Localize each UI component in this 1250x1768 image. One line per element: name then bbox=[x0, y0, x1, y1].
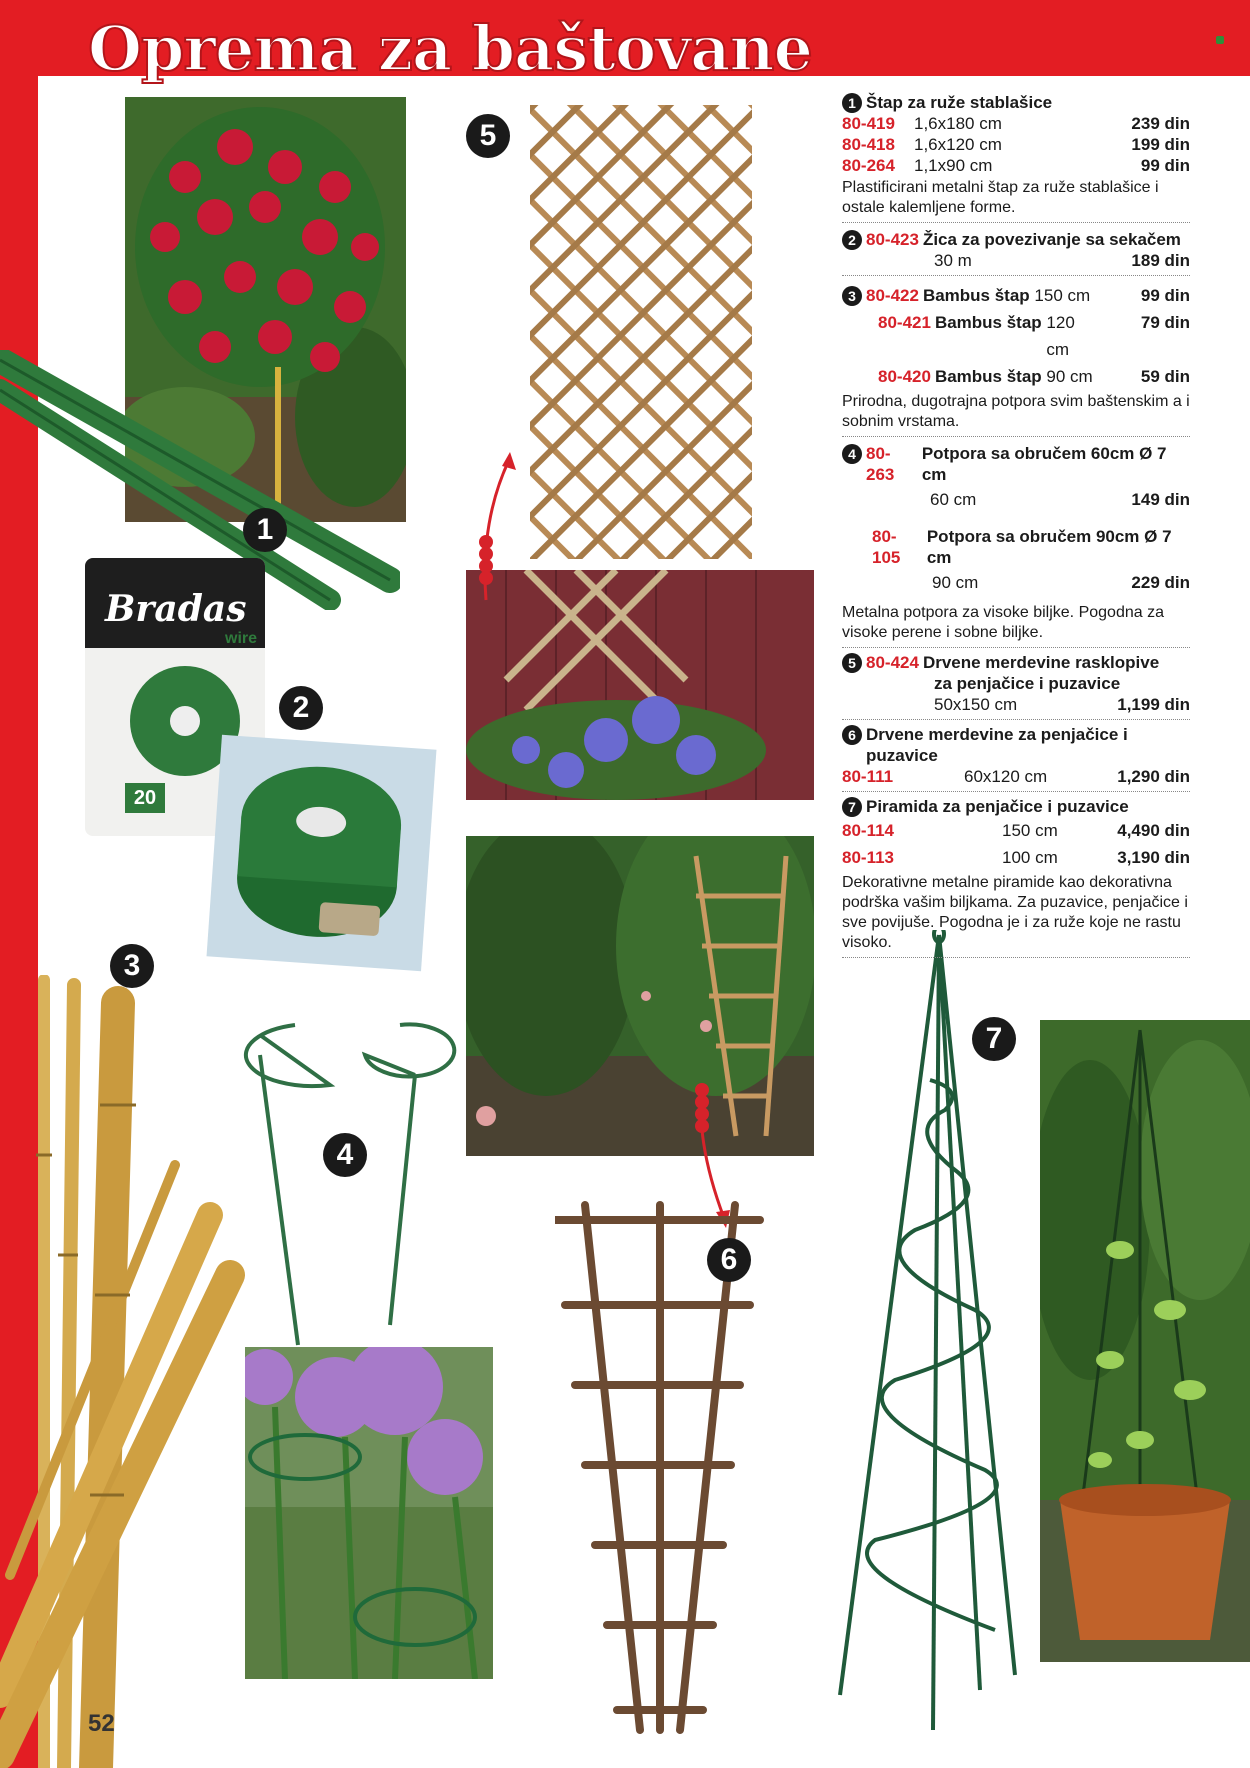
p1-item: 80-419 1,6x180 cm 239 din bbox=[842, 114, 1190, 133]
badge-6: 6 bbox=[707, 1238, 751, 1282]
p5-title: Drvene merdevine rasklopive bbox=[922, 653, 1160, 672]
package-count: 20 bbox=[125, 783, 165, 813]
p1-item: 80-264 1,1x90 cm 99 din bbox=[842, 156, 1190, 175]
p2-spec: 30 m bbox=[934, 251, 972, 270]
package-brand: Bradas bbox=[105, 588, 247, 630]
num-4: 4 bbox=[842, 444, 862, 464]
p4-spec: 90 cm bbox=[932, 573, 979, 592]
p6-spec: 60x120 cm bbox=[964, 767, 1048, 786]
p7-price: 3,190 din bbox=[1117, 848, 1190, 867]
badge-1: 1 bbox=[243, 508, 287, 552]
p3-name: Bambus štap bbox=[934, 367, 1042, 386]
p1-desc: Plastificirani metalni štap za ruže stablašice i ostale kalemljene forme. bbox=[842, 179, 1159, 216]
wire-spool-photo bbox=[207, 735, 437, 971]
p3-code: 80-422 bbox=[866, 286, 919, 305]
p4-price: 229 din bbox=[1131, 573, 1190, 592]
num-3: 3 bbox=[842, 286, 862, 306]
corner-mark bbox=[1216, 36, 1224, 44]
badge-2: 2 bbox=[279, 686, 323, 730]
p7-spec: 150 cm bbox=[1002, 821, 1058, 840]
p5-spec: 50x150 cm bbox=[934, 695, 1018, 714]
p2-price: 189 din bbox=[1131, 251, 1190, 270]
p4-name: Potpora sa obručem 90cm Ø 7 cm bbox=[926, 527, 1172, 567]
badge-3: 3 bbox=[110, 944, 154, 988]
garden-ladder-photo bbox=[466, 836, 814, 1156]
p7-title: Piramida za penjačice i puzavice bbox=[866, 797, 1129, 816]
p6-title: Drvene merdevine za penjačice i puzavice bbox=[866, 725, 1128, 765]
product-3 bbox=[842, 276, 1190, 437]
p3-spec: 150 cm bbox=[1034, 286, 1091, 305]
p1-item: 80-418 1,6x120 cm 199 din bbox=[842, 135, 1190, 154]
p4-code: 80-263 bbox=[866, 444, 895, 484]
p4-spec: 60 cm bbox=[930, 490, 977, 509]
trellis-image bbox=[530, 105, 752, 559]
product-2 bbox=[842, 223, 1190, 276]
badge-4: 4 bbox=[323, 1133, 367, 1177]
p5-title-2: za penjačice i puzavice bbox=[934, 674, 1121, 693]
p4-code: 80-105 bbox=[872, 527, 901, 567]
p7-price: 4,490 din bbox=[1117, 821, 1190, 840]
p4-name: Potpora sa obručem 60cm Ø 7 cm bbox=[921, 444, 1167, 484]
p3-code: 80-421 bbox=[878, 313, 931, 332]
num-1: 1 bbox=[842, 93, 862, 113]
allium-support-photo bbox=[245, 1347, 493, 1679]
arrow-to-trellis bbox=[470, 450, 530, 610]
p4-price: 149 din bbox=[1131, 490, 1190, 509]
p7-code: 80-113 bbox=[842, 848, 894, 867]
package-label: wire bbox=[225, 630, 258, 647]
p3-name: Bambus štap bbox=[922, 286, 1030, 305]
p6-price: 1,290 din bbox=[1117, 767, 1190, 786]
product-1 bbox=[842, 90, 1190, 223]
p7-spec: 100 cm bbox=[1002, 848, 1058, 867]
page-title: Oprema za baštovane bbox=[88, 12, 812, 85]
p2-title: Žica za povezivanje sa sekačem bbox=[922, 230, 1181, 249]
p3-code: 80-420 bbox=[878, 367, 931, 386]
pyramid-pot-photo bbox=[1040, 1020, 1250, 1662]
p7-code: 80-114 bbox=[842, 821, 894, 840]
p3-name: Bambus štap bbox=[934, 313, 1042, 332]
p5-code: 80-424 bbox=[866, 653, 919, 672]
p3-price: 99 din bbox=[1140, 286, 1190, 305]
num-6: 6 bbox=[842, 725, 862, 745]
page-number: 52 bbox=[88, 1710, 115, 1737]
p3-price: 79 din bbox=[1140, 313, 1190, 332]
num-5: 5 bbox=[842, 653, 862, 673]
product-5 bbox=[842, 648, 1190, 720]
p5-price: 1,199 din bbox=[1117, 695, 1190, 714]
p4-desc: Metalna potpora za visoke biljke. Pogodna za visoke perene i sobne biljke. bbox=[842, 604, 1164, 641]
p3-spec: 90 cm bbox=[1046, 367, 1093, 386]
plant-support-ring-image bbox=[200, 1015, 470, 1355]
num-2: 2 bbox=[842, 230, 862, 250]
product-6 bbox=[842, 720, 1190, 792]
p6-code: 80-111 bbox=[842, 767, 894, 786]
product-list bbox=[842, 90, 1190, 958]
p3-price: 59 din bbox=[1140, 367, 1190, 386]
product-7 bbox=[842, 792, 1190, 958]
p2-code: 80-423 bbox=[866, 230, 919, 249]
p3-desc: Prirodna, dugotrajna potpora svim baštenskim a i sobnim vrstama. bbox=[842, 393, 1190, 430]
badge-5: 5 bbox=[466, 114, 510, 158]
p1-title: Štap za ruže stablašice bbox=[866, 93, 1053, 112]
p7-desc: Dekorativne metalne piramide kao dekorativna podrška vašim biljkama. Za puzavice, penjačice i sve povijuše. Pogodna je i za ruže koje ne rastu visoko. bbox=[842, 874, 1188, 951]
product-4 bbox=[842, 437, 1190, 648]
badge-7: 7 bbox=[972, 1017, 1016, 1061]
p3-spec: 120 cm bbox=[1046, 313, 1075, 359]
num-7: 7 bbox=[842, 797, 862, 817]
